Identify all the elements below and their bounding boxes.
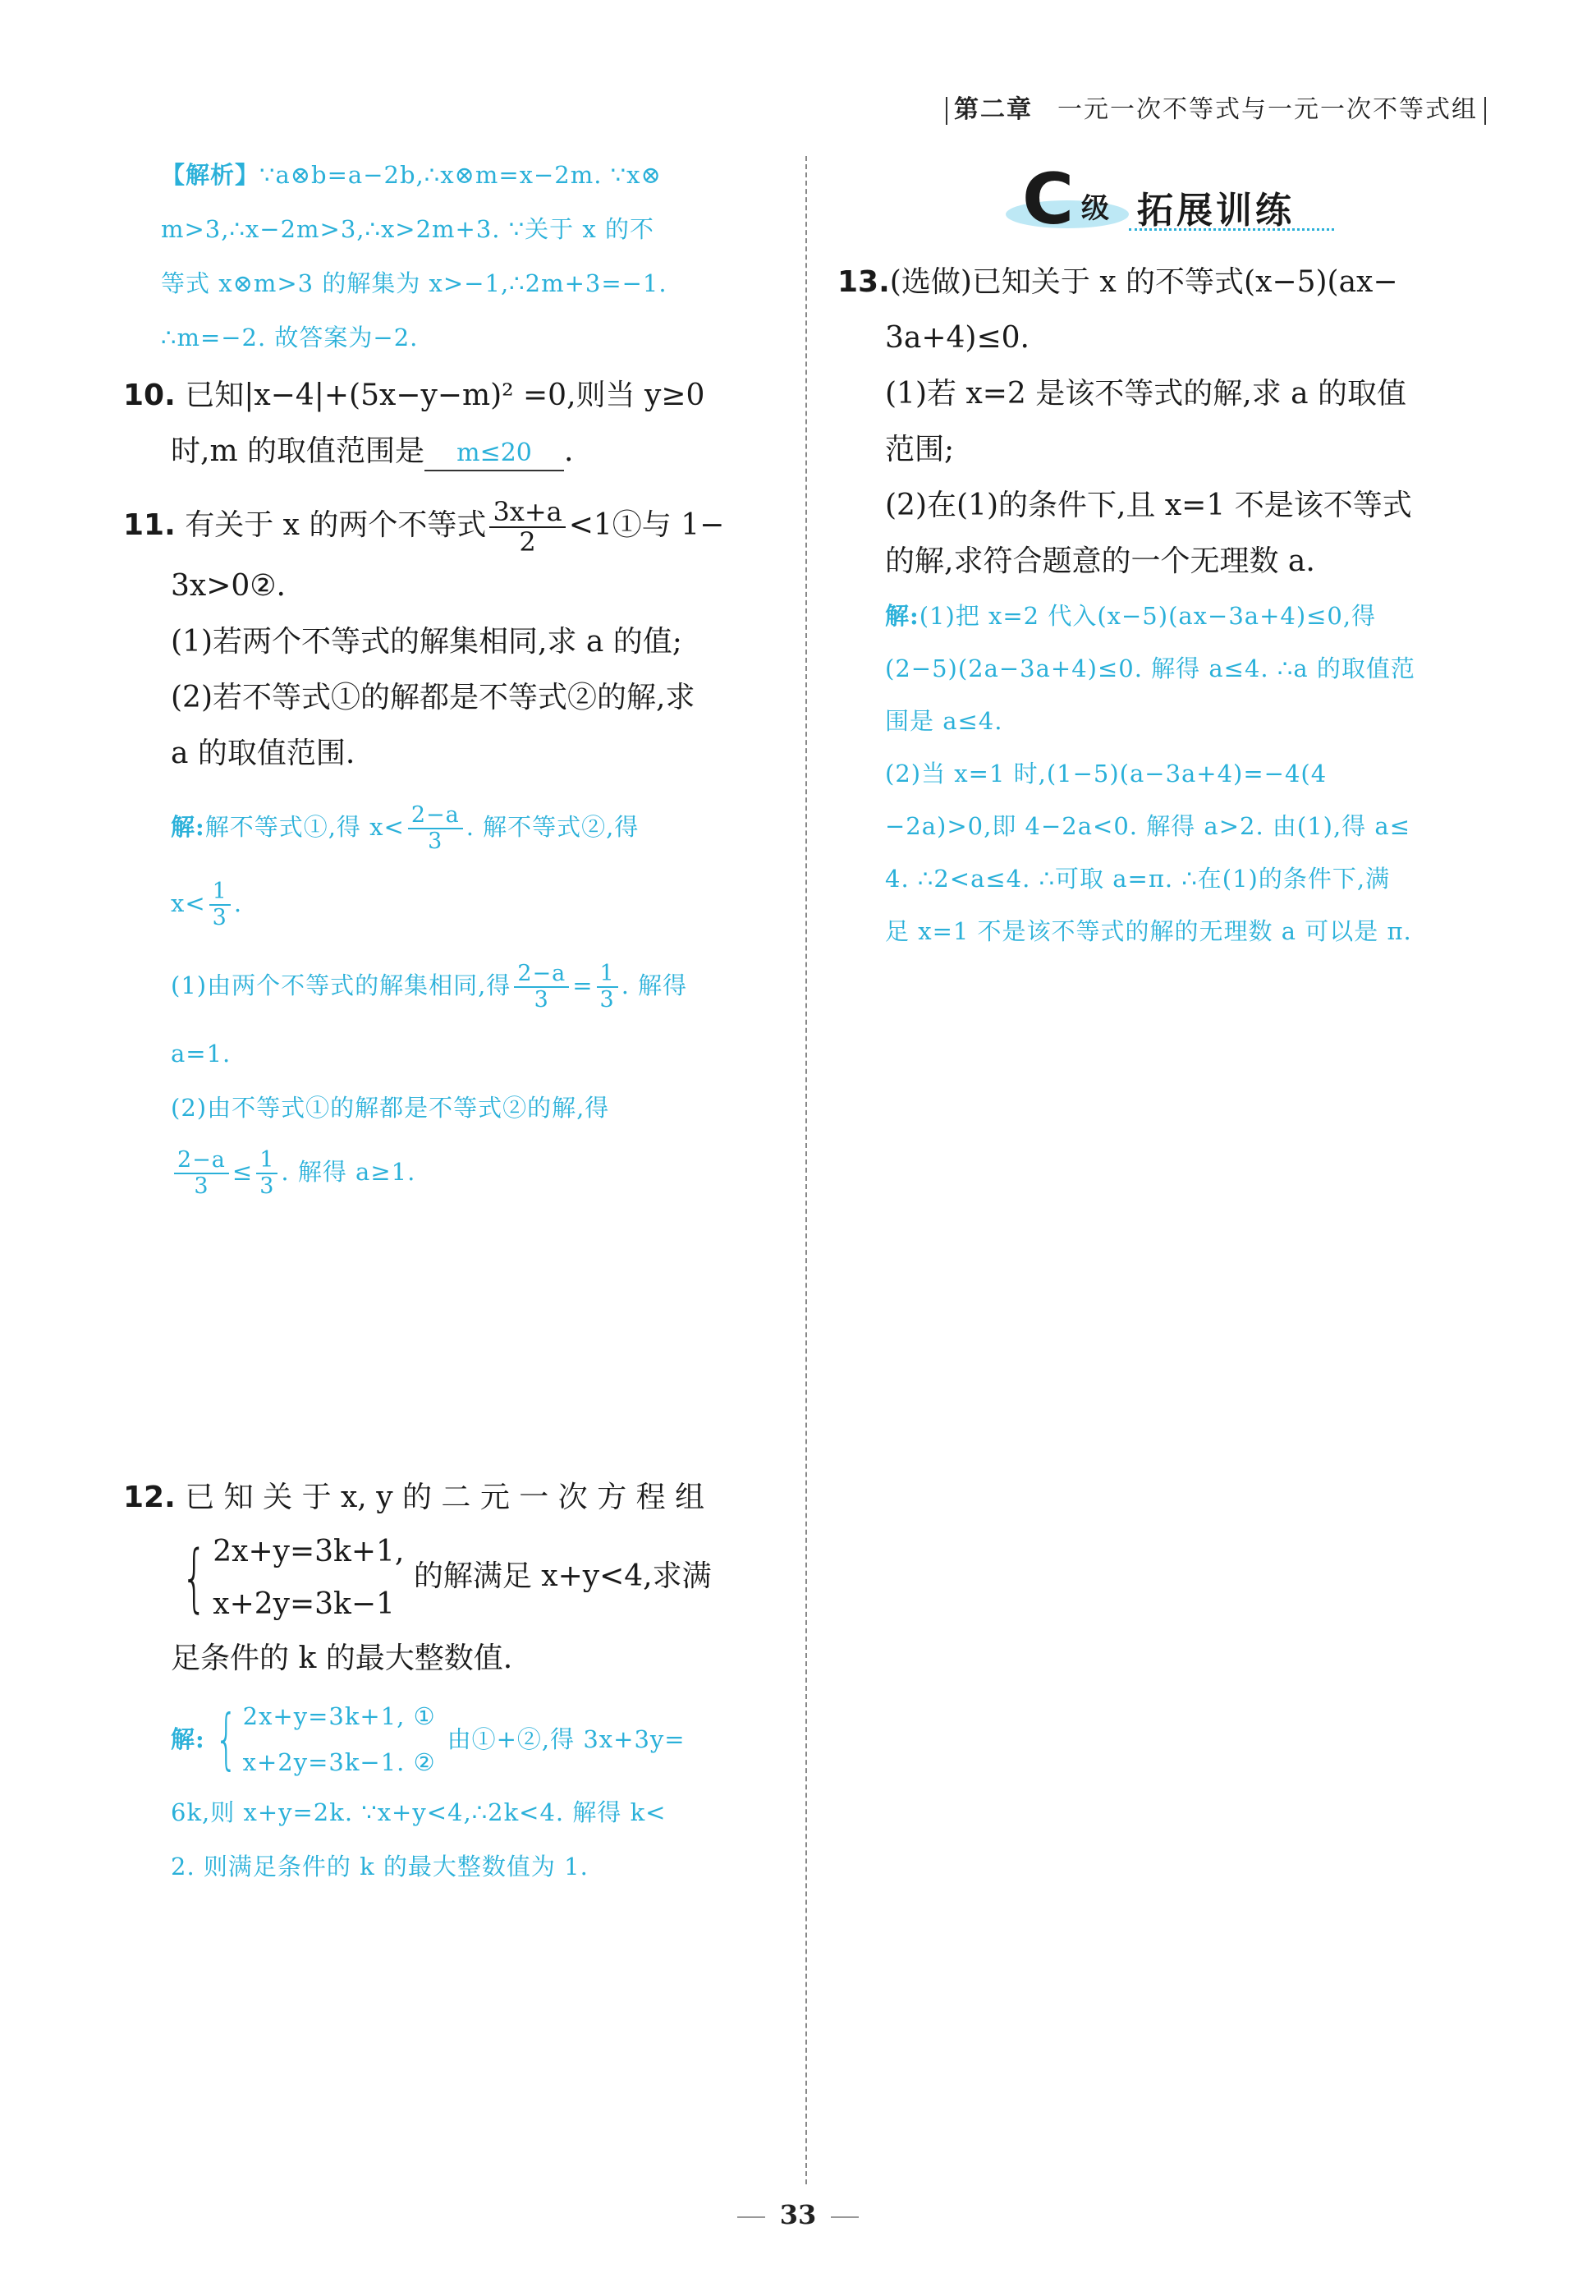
q10-text: 已知|x−4|+(5x−y−m)² =0,则当 y≥0 bbox=[185, 379, 705, 412]
q13-solution bbox=[837, 590, 1494, 957]
equation: 2x+y=3k+1, ① bbox=[242, 1702, 436, 1730]
q11-fraction bbox=[489, 495, 565, 558]
fraction-numerator: 2−a bbox=[174, 1148, 229, 1174]
fraction-denominator: 3 bbox=[534, 987, 549, 1013]
q13-line2: 3a+4)≤0. bbox=[885, 321, 1030, 355]
sol-line: 围是 a≤4. bbox=[885, 707, 1003, 735]
question-13 bbox=[837, 255, 1494, 957]
right-column bbox=[837, 255, 1494, 957]
question-12 bbox=[123, 1470, 780, 1894]
q13-part2: (2)在(1)的条件下,且 x=1 不是该不等式 bbox=[885, 489, 1412, 522]
fraction-numerator: 2−a bbox=[408, 803, 463, 829]
sol-line bbox=[171, 1135, 780, 1209]
question-10 bbox=[123, 368, 780, 480]
fraction-numerator: 1 bbox=[256, 1148, 277, 1174]
sol-text: . 解得 a≥1. bbox=[281, 1158, 416, 1186]
solution-tag: 解: bbox=[885, 602, 920, 630]
sol-text: . 解得 bbox=[621, 971, 688, 999]
sol-line: 2. 则满足条件的 k 的最大整数值为 1. bbox=[171, 1853, 589, 1880]
q13-part1b: 范围; bbox=[885, 433, 955, 466]
q13-line1 bbox=[837, 255, 1494, 310]
fraction-denominator: 3 bbox=[428, 829, 443, 854]
sol-line: (2−5)(2a−3a+4)≤0. 解得 a≤4. ∴a 的取值范 bbox=[885, 654, 1415, 682]
analysis-line: ∴m=−2. 故答案为−2. bbox=[161, 324, 419, 351]
chapter-label: 第二章 bbox=[954, 95, 1033, 124]
q10-end: . bbox=[564, 434, 574, 468]
analysis-tag: 【解析】 bbox=[161, 161, 260, 189]
sol-line: 足 x=1 不是该不等式的解的无理数 a 可以是 π. bbox=[885, 917, 1412, 945]
q11-text: 有关于 x 的两个不等式 bbox=[185, 508, 487, 542]
badge-title: 拓展训练 bbox=[1137, 190, 1295, 232]
equation-system bbox=[171, 1526, 404, 1631]
fraction-numerator: 3x+a bbox=[489, 498, 565, 528]
q12-system-line bbox=[123, 1526, 780, 1631]
q10-line1 bbox=[123, 368, 780, 424]
q10-answer-blank: m≤20 bbox=[424, 437, 564, 471]
q11-text-b: <1①与 1− bbox=[568, 508, 725, 542]
sol-line: −2a)>0,即 4−2a<0. 解得 a>2. 由(1),得 a≤ bbox=[885, 812, 1411, 840]
badge-underline bbox=[1129, 228, 1334, 231]
analysis-block bbox=[123, 148, 780, 365]
solution-tag: 解: bbox=[171, 813, 205, 841]
sol-fraction bbox=[514, 962, 569, 1012]
q12-text: 已 知 关 于 x, y 的 二 元 一 次 方 程 组 bbox=[185, 1481, 705, 1514]
equation: x+2y=3k−1. ② bbox=[242, 1748, 436, 1776]
badge-letter: C bbox=[1022, 158, 1075, 241]
dash-left bbox=[737, 2216, 765, 2218]
sol-text: . 解不等式②,得 bbox=[466, 813, 640, 841]
fraction-numerator: 1 bbox=[597, 962, 618, 988]
page-number bbox=[0, 2199, 1596, 2230]
sol-line: 6k,则 x+y=2k. ∵x+y<4,∴2k<4. 解得 k< bbox=[171, 1798, 667, 1826]
q11-solution bbox=[123, 792, 780, 1209]
sol-line bbox=[171, 1693, 780, 1785]
c-level-badge bbox=[1006, 158, 1334, 241]
question-number: 13. bbox=[837, 265, 890, 299]
equation: 2x+y=3k+1, bbox=[213, 1535, 405, 1568]
brace-symbol: { bbox=[214, 1701, 238, 1777]
header-bar-left bbox=[946, 97, 947, 125]
q13-part2b: 的解,求符合题意的一个无理数 a. bbox=[885, 544, 1315, 578]
q13-text: (选做)已知关于 x 的不等式(x−5)(ax− bbox=[889, 265, 1398, 299]
q11-part2b: a 的取值范围. bbox=[171, 737, 355, 770]
sol-fraction bbox=[597, 962, 618, 1012]
left-column bbox=[123, 148, 780, 1880]
q11-line1 bbox=[123, 493, 780, 558]
question-number: 12. bbox=[123, 1481, 176, 1514]
sol-line bbox=[885, 590, 1494, 642]
analysis-line bbox=[161, 148, 780, 202]
q10-text2: 时,m 的取值范围是 bbox=[171, 434, 425, 468]
page-header bbox=[939, 89, 1493, 125]
sol-text: x< bbox=[171, 889, 206, 917]
question-number: 11. bbox=[123, 508, 176, 542]
fraction-numerator: 2−a bbox=[514, 962, 569, 988]
brace-symbol: { bbox=[181, 1535, 208, 1621]
analysis-line: m>3,∴x−2m>3,∴x>2m+3. ∵关于 x 的不 bbox=[161, 215, 654, 243]
sol-line: 4. ∴2<a≤4. ∴可取 a=π. ∴在(1)的条件下,满 bbox=[885, 865, 1391, 893]
q11-part2: (2)若不等式①的解都是不等式②的解,求 bbox=[171, 681, 695, 714]
analysis-line: 等式 x⊗m>3 的解集为 x>−1,∴2m+3=−1. bbox=[161, 269, 667, 297]
fraction-numerator: 1 bbox=[209, 879, 231, 906]
sol-text: (1)由两个不等式的解集相同,得 bbox=[171, 971, 511, 999]
q11-part1: (1)若两个不等式的解集相同,求 a 的值; bbox=[171, 625, 682, 659]
equation-system bbox=[205, 1693, 436, 1785]
q12-line3: 足条件的 k 的最大整数值. bbox=[171, 1642, 513, 1675]
sol-fraction bbox=[408, 803, 463, 853]
fraction-denominator: 3 bbox=[259, 1173, 275, 1199]
sol-line bbox=[171, 862, 780, 944]
dash-right bbox=[831, 2216, 859, 2218]
fraction-denominator: 3 bbox=[599, 987, 615, 1013]
sol-fraction bbox=[209, 879, 231, 930]
q12-line1 bbox=[123, 1470, 780, 1526]
q11-line2: 3x>0②. bbox=[171, 569, 286, 603]
column-divider bbox=[805, 156, 807, 2184]
header-bar-right bbox=[1484, 97, 1486, 125]
sol-line bbox=[171, 944, 780, 1026]
sol-line bbox=[171, 792, 780, 862]
q12-solution bbox=[123, 1693, 780, 1894]
analysis-text: ∵a⊗b=a−2b,∴x⊗m=x−2m. ∵x⊗ bbox=[259, 161, 662, 189]
solution-tag: 解: bbox=[171, 1725, 205, 1753]
q12-text2: 的解满足 x+y<4,求满 bbox=[413, 1559, 712, 1593]
q13-part1: (1)若 x=2 是该不等式的解,求 a 的取值 bbox=[885, 377, 1407, 411]
question-number: 10. bbox=[123, 379, 176, 412]
question-11 bbox=[123, 493, 780, 1209]
badge-level: 级 bbox=[1081, 192, 1109, 225]
page-number-text: 33 bbox=[779, 2199, 817, 2230]
sol-text: = bbox=[572, 971, 594, 999]
sol-line: (2)当 x=1 时,(1−5)(a−3a+4)=−4(4 bbox=[885, 760, 1328, 788]
sol-text: (1)把 x=2 代入(x−5)(ax−3a+4)≤0,得 bbox=[919, 602, 1377, 630]
fraction-denominator: 3 bbox=[194, 1173, 209, 1199]
sol-text: 解不等式①,得 x< bbox=[204, 813, 405, 841]
q10-line2 bbox=[123, 424, 780, 480]
sol-line: (2)由不等式①的解都是不等式②的解,得 bbox=[171, 1094, 610, 1122]
sol-text: . bbox=[233, 889, 243, 917]
sol-text: ≤ bbox=[232, 1158, 254, 1186]
fraction-denominator: 2 bbox=[519, 526, 536, 558]
equation: x+2y=3k−1 bbox=[213, 1587, 395, 1621]
fraction-denominator: 3 bbox=[212, 905, 227, 930]
chapter-title: 一元一次不等式与一元一次不等式组 bbox=[1057, 95, 1478, 124]
sol-line: a=1. bbox=[171, 1040, 232, 1068]
sol-fraction bbox=[256, 1148, 277, 1198]
sol-fraction bbox=[174, 1148, 229, 1198]
sol-text: 由①+②,得 3x+3y= bbox=[447, 1725, 686, 1753]
